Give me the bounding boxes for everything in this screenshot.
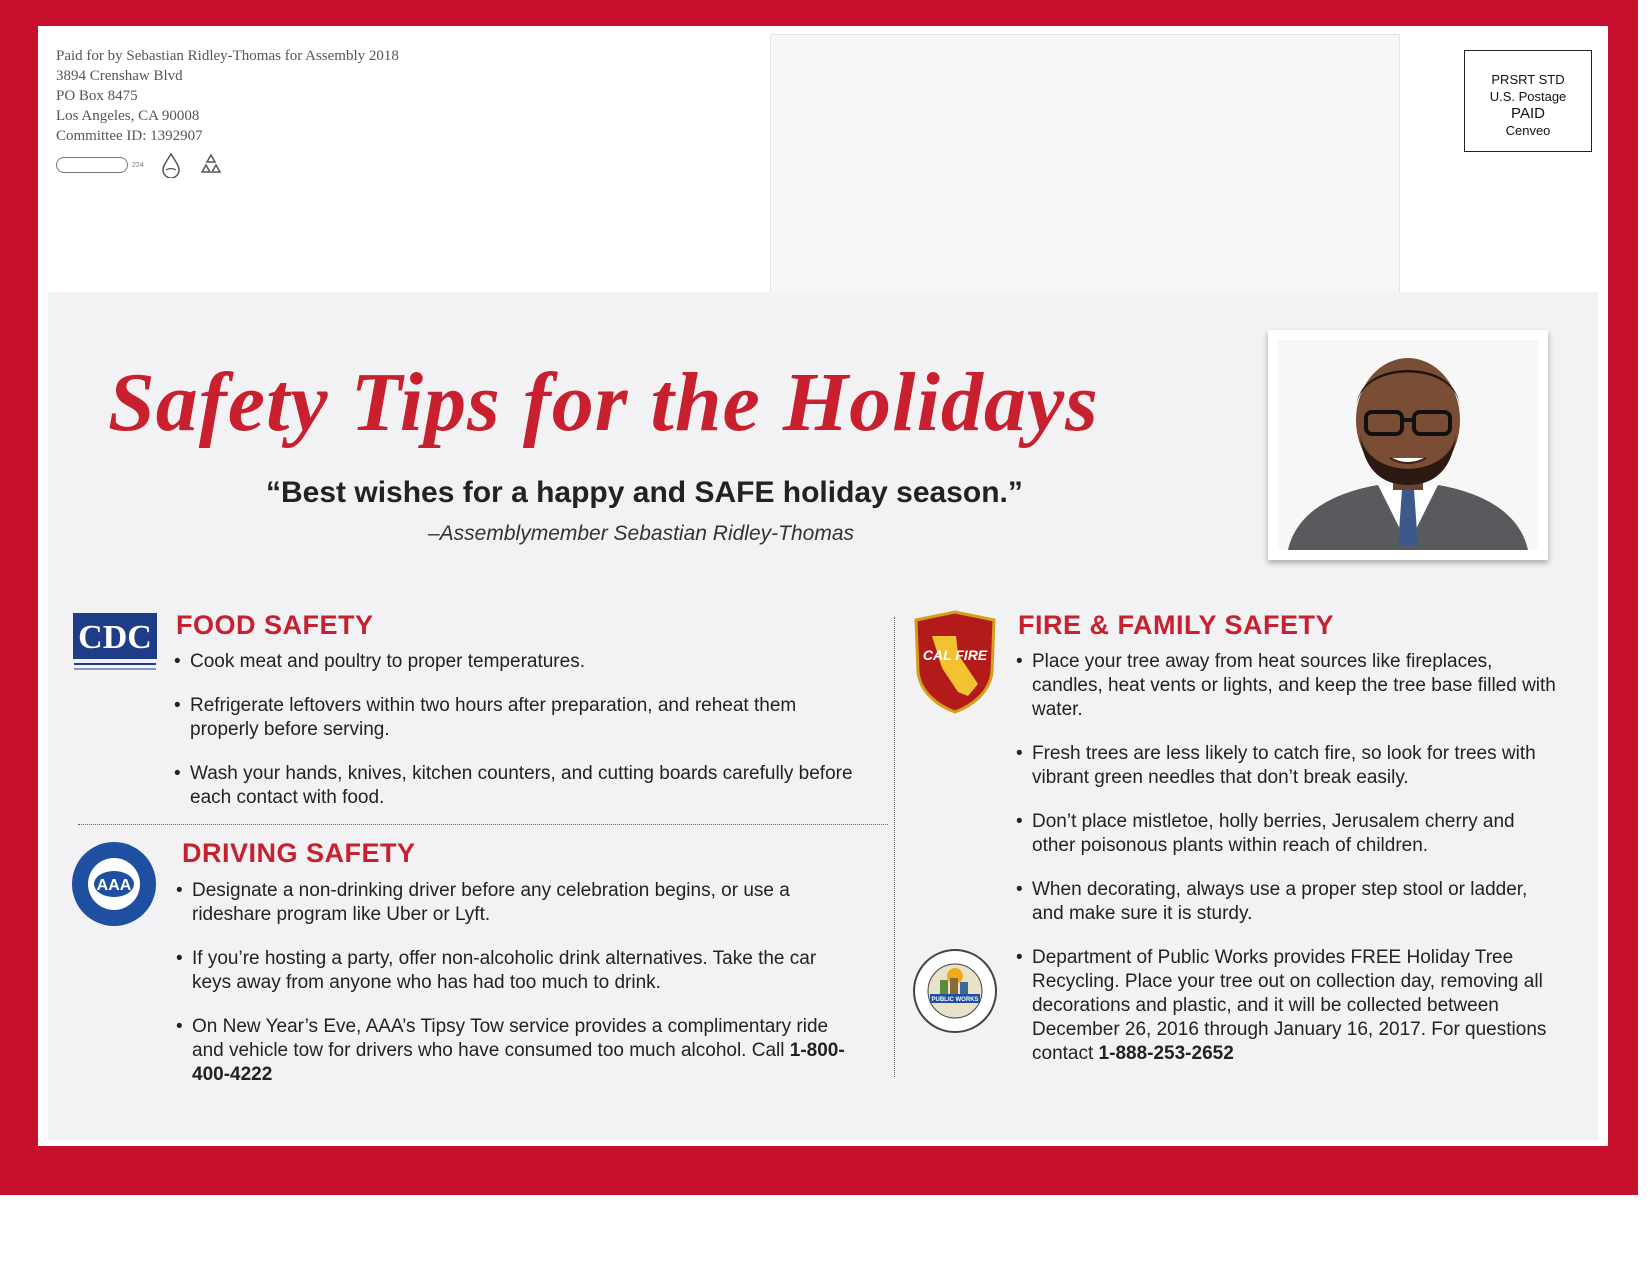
horizontal-divider [78, 824, 888, 825]
driving-safety-title: DRIVING SAFETY [182, 838, 416, 868]
la-county-public-works-logo [912, 948, 998, 1034]
food-safety-title: FOOD SAFETY [176, 610, 374, 640]
dpw-phone-number: 1-888-253-2652 [1098, 1043, 1234, 1064]
quote-attribution: –Assemblymember Sebastian Ridley-Thomas [428, 522, 854, 545]
list-item: • If you’re hosting a party, offer non-alcoholic drink alternatives. Take the car keys away from anyone who has had too much to drink. [176, 947, 856, 995]
list-item: • Place your tree away from heat sources like fireplaces, candles, heat vents or lights, and keep the tree base filled with water. [1016, 650, 1556, 722]
aaa-logo-text: AAA [96, 877, 132, 894]
list-item [1016, 946, 1556, 1066]
city-line: Los Angeles, CA 90008 [56, 108, 200, 124]
cal-fire-logo [912, 610, 998, 714]
food-safety-list [174, 650, 864, 830]
fire-safety-list [1016, 650, 1556, 1086]
portrait-illustration [1278, 340, 1538, 550]
headline: Safety Tips for the Holidays [108, 356, 1099, 449]
tree-recycling-text: Department of Public Works provides FREE Holiday Tree Recycling. Place your tree out on collection day, removing all decorations and plastic, and it will be collected between December 26, 2016 through January 16, 2017. For questions contact [1032, 947, 1547, 1064]
postage-indicia [1464, 50, 1592, 152]
list-item: • Designate a non-drinking driver before any celebration begins, or use a rideshare program like Uber or Lyft. [176, 879, 856, 927]
list-item: • Cook meat and poultry to proper temperatures. [174, 650, 864, 674]
postage-line-4: Cenveo [1505, 123, 1551, 138]
postage-paid: PAID [1511, 105, 1545, 122]
paid-for-line: Paid for by Sebastian Ridley-Thomas for Assembly 2018 [56, 48, 399, 64]
aaa-phone-number: 1-800-400-4222 [192, 1040, 845, 1085]
union-bug-icon [56, 157, 128, 173]
street-line: 3894 Crenshaw Blvd [56, 68, 183, 84]
cal-fire-logo-text: CAL FIRE [922, 647, 988, 663]
soy-ink-icon [158, 152, 184, 178]
committee-line: Committee ID: 1392907 [56, 128, 203, 144]
list-item: • Wash your hands, knives, kitchen counters, and cutting boards carefully before each contact with food. [174, 762, 864, 810]
content-panel [48, 292, 1598, 1140]
list-item: • Fresh trees are less likely to catch fire, so look for trees with vibrant green needles that don’t break easily. [1016, 742, 1556, 790]
quote: “Best wishes for a happy and SAFE holiday season.” [266, 476, 1023, 509]
cdc-logo [72, 612, 158, 674]
assemblymember-photo [1268, 330, 1548, 560]
vertical-divider [894, 617, 895, 1077]
aaa-logo [70, 840, 158, 928]
po-box-line: PO Box 8475 [56, 88, 138, 104]
list-item: • Don’t place mistletoe, holly berries, Jerusalem cherry and other poisonous plants within reach of children. [1016, 810, 1556, 858]
tipsy-tow-text: On New Year’s Eve, AAA’s Tipsy Tow service provides a complimentary ride and vehicle tow for drivers who have consumed too much alcohol. Call [192, 1016, 829, 1061]
driving-safety-list [176, 879, 856, 1107]
list-item [176, 1015, 856, 1087]
list-item: • Refrigerate leftovers within two hours after preparation, and reheat them properly before serving. [174, 694, 864, 742]
postage-line-1: PRSRT STD [1491, 72, 1565, 87]
postage-line-2: U.S. Postage [1489, 89, 1567, 104]
printer-marks [56, 152, 224, 178]
list-item: • When decorating, always use a proper step stool or ladder, and make sure it is sturdy. [1016, 878, 1556, 926]
recycle-icon [198, 152, 224, 178]
fire-safety-title: FIRE & FAMILY SAFETY [1018, 610, 1335, 640]
dpw-logo-text: PUBLIC WORKS [931, 997, 979, 1003]
return-address [56, 46, 399, 146]
cdc-logo-text: CDC [78, 619, 152, 656]
mailer-surface [38, 26, 1608, 1146]
union-bug-number: 224 [132, 161, 144, 169]
address-window [770, 34, 1400, 314]
